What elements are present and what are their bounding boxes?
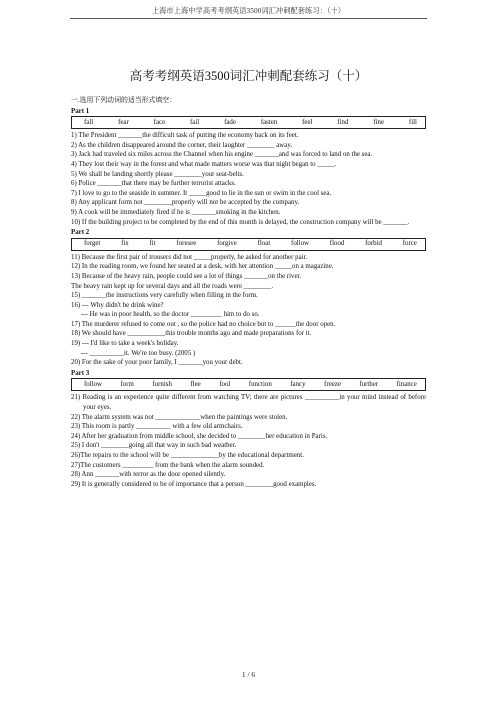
question-27: 27)The customers _________ from the bank when the alarm sounded. <box>71 461 265 469</box>
question-4: 4) They lost their way in the forest and what made matters worse was that night began to _____. <box>71 160 337 168</box>
question-6: 6) Police _______that there may be further terrorist attacks. <box>71 180 236 188</box>
word-2-7: follow <box>291 240 310 248</box>
question-29: 29) It is generally considered to be of importance that a person ________good examples. <box>71 480 317 488</box>
exercise-content <box>71 96 426 489</box>
part-1-label: Part 1 <box>71 107 90 115</box>
question-14: The heavy rain kept up for several days and all the roads were ________. <box>71 282 274 290</box>
word-1-5: fade <box>224 118 236 126</box>
word-2-10: force <box>402 240 417 248</box>
question-20: 20) For the sake of your poor family, I _______you your debt. <box>71 359 243 367</box>
question-9: 9) A cook will be immediately fired if he is _______smoking in the kitchen. <box>71 208 281 216</box>
part-2-word-box <box>71 238 426 251</box>
word-3-5: fool <box>219 381 231 389</box>
part-3-word-box <box>71 378 426 391</box>
word-1-2: fear <box>118 118 129 126</box>
word-2-9: forbid <box>365 240 382 248</box>
question-19: 19) --- I'd like to take a week's holiday. <box>71 340 179 348</box>
word-2-3: fit <box>149 240 156 248</box>
question-7: 7) I love to go to the seaside in summer. It _____good to lie in the sun or swim in the cool sea. <box>71 189 332 197</box>
question-21: 21) Reading is an experience quite different from watching TV; there are pictures __________in your mind instead of before your eyes. <box>71 394 426 412</box>
word-3-4: flee <box>190 381 201 389</box>
question-8: 8) Any applicant form not ________properly will not be accepted by the company. <box>71 199 300 207</box>
question-1: 1) The President _______the difficult task of putting the economy back on its feet. <box>71 132 299 140</box>
question-23: 23) This room is partly __________ with a few old armchairs. <box>71 423 243 431</box>
word-1-4: fail <box>190 118 200 126</box>
word-2-8: flood <box>329 240 345 248</box>
page-number: 1 / 6 <box>241 670 256 679</box>
question-2: 2) As the children disappeared around the corner, their laughter ________ away. <box>71 141 293 149</box>
question-18: 18) We should have ___________this trouble months ago and made preparations for it. <box>71 330 312 338</box>
question-15: 15) _______the instructions very carefully when filling in the form. <box>71 292 258 300</box>
word-3-6: function <box>248 381 272 389</box>
question-26: 26)The repairs to the school will be ______________by the educational department. <box>71 452 304 459</box>
word-3-10: finance <box>396 381 417 389</box>
word-1-3: face <box>153 118 166 126</box>
word-1-6: fasten <box>260 118 278 126</box>
word-3-1: follow <box>84 381 102 389</box>
question-25: 25) I don't ________going all that way in such bad weather. <box>71 442 237 450</box>
page-header: 上海市上海中学高考考纲英语3500词汇冲刺配套练习：（十） <box>151 7 346 15</box>
part-2-label: Part 2 <box>71 229 90 237</box>
question-24: 24) After her graduation from middle school, she decided to ________her education in Paris. <box>71 432 328 440</box>
word-1-10: fill <box>408 118 417 126</box>
question-16: 16) --- Why didn't he drink wine? <box>71 301 164 309</box>
part-3-label: Part 3 <box>71 369 90 377</box>
question-16-answer: --- He was in poor health, so the doctor _________ him to do so. <box>81 311 260 319</box>
question-12: 12) In the reading room, we found her seated at a desk, with her attention _____on a magazine. <box>71 263 334 271</box>
page-title: 高考考纲英语3500词汇冲刺配套练习（十） <box>129 69 368 83</box>
word-2-4: foresee <box>176 240 197 248</box>
word-3-2: form <box>120 381 134 389</box>
word-3-3: furnish <box>152 381 172 389</box>
question-11: 11) Because the first pair of trousers did not _____properly, he asked for another pair. <box>71 253 308 261</box>
word-2-6: float <box>257 240 271 248</box>
word-2-5: forgive <box>217 240 237 248</box>
section-heading: 一.选用下列动词的适当形式填空： <box>71 97 177 104</box>
question-19-answer: --- __________it. We're too busy. (2005 ) <box>81 349 196 357</box>
question-28: 28) Ann _______with terror as the door opened silently. <box>71 471 226 479</box>
question-13: 13) Because of the heavy rain, people could see a lot of things _______on the river. <box>71 272 302 280</box>
header-rule <box>70 18 427 19</box>
part-1-word-box <box>71 116 426 129</box>
word-1-1: fall <box>84 118 94 126</box>
word-2-2: fix <box>121 240 129 248</box>
word-3-7: fancy <box>290 381 306 389</box>
word-2-1: forget <box>84 240 101 248</box>
question-3: 3) Jack had traveled six miles across the Channel when his engine _______and was forced to land on the sea. <box>71 151 373 159</box>
word-1-9: fine <box>373 118 385 126</box>
question-22: 22) The alarm system was not _____________when the paintings were stolen. <box>71 413 288 421</box>
word-1-8: find <box>337 118 349 126</box>
word-3-9: further <box>359 381 379 389</box>
question-17: 17) The murderer refused to come out , so the police had no choice but to ______the door open. <box>71 320 336 328</box>
question-10: 10) If the building project to be completed by the end of this month is delayed, the construction company will be _______. <box>71 218 410 226</box>
word-3-8: freeze <box>324 381 341 389</box>
word-1-7: feel <box>302 118 313 126</box>
question-5: 5) We shall be landing shortly please ________your seat-belts. <box>71 170 244 178</box>
